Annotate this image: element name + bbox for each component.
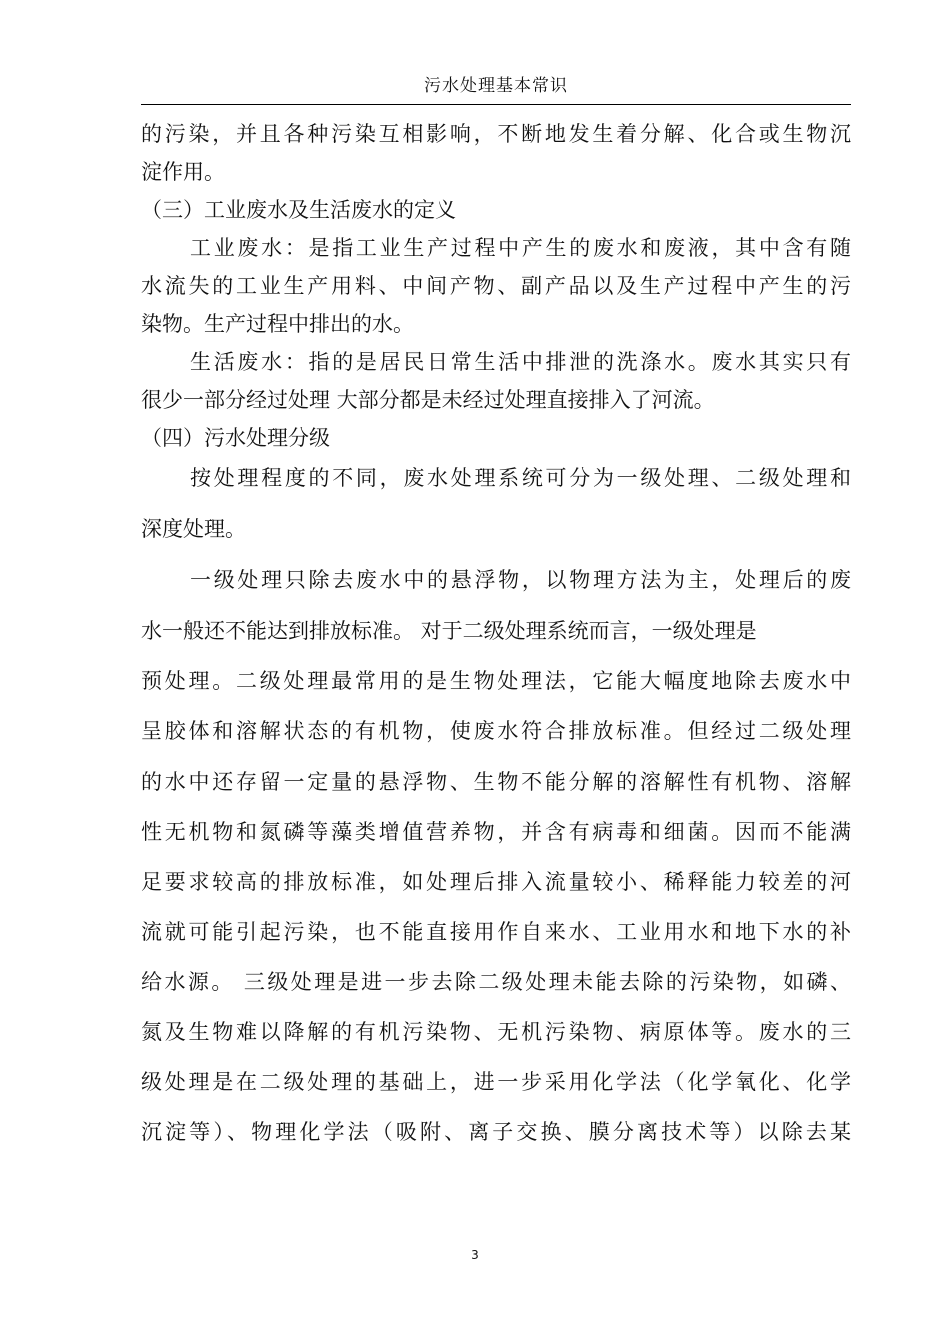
body-line: 的污染，并且各种污染互相影响，不断地发生着分解、化合或生物沉 <box>141 122 851 146</box>
page-number: 3 <box>471 1248 479 1262</box>
body-line: 一级处理只除去废水中的悬浮物，以物理方法为主，处理后的废 <box>190 568 851 592</box>
body-line: 深度处理。 <box>141 517 246 541</box>
body-line: 性无机物和氮磷等藻类增值营养物，并含有病毒和细菌。因而不能满 <box>141 820 851 844</box>
body-line: 给水源。 三级处理是进一步去除二级处理未能去除的污染物，如磷、 <box>141 970 851 994</box>
body-line: 生活废水：指的是居民日常生活中排泄的洗涤水。废水其实只有 <box>190 350 851 374</box>
page-header-title: 污水处理基本常识 <box>424 76 568 96</box>
body-line: 流就可能引起污染，也不能直接用作自来水、工业用水和地下水的补 <box>141 920 851 944</box>
body-line: 的水中还存留一定量的悬浮物、生物不能分解的溶解性有机物、溶解 <box>141 770 851 794</box>
body-line: 氮及生物难以降解的有机污染物、无机污染物、病原体等。废水的三 <box>141 1020 851 1044</box>
section-heading: （三）工业废水及生活废水的定义 <box>141 198 456 222</box>
body-line: 淀作用。 <box>141 160 225 184</box>
body-line: 水流失的工业生产用料、中间产物、副产品以及生产过程中产生的污 <box>141 274 851 298</box>
body-line: 沉淀等）、物理化学法（吸附、离子交换、膜分离技术等）以除去某 <box>141 1120 851 1144</box>
body-line: 工业废水：是指工业生产过程中产生的废水和废液，其中含有随 <box>190 236 851 260</box>
body-line: 足要求较高的排放标准，如处理后排入流量较小、稀释能力较差的河 <box>141 870 851 894</box>
body-line: 按处理程度的不同，废水处理系统可分为一级处理、二级处理和 <box>190 466 851 490</box>
body-line: 级处理是在二级处理的基础上，进一步采用化学法（化学氧化、化学 <box>141 1070 851 1094</box>
body-line: 水一般还不能达到排放标准。 对于二级处理系统而言，一级处理是 <box>141 619 757 643</box>
body-line: 呈胶体和溶解状态的有机物，使废水符合排放标准。但经过二级处理 <box>141 719 851 743</box>
body-line: 染物。生产过程中排出的水。 <box>141 312 414 336</box>
header-rule <box>141 104 851 105</box>
body-line: 预处理。二级处理最常用的是生物处理法，它能大幅度地除去废水中 <box>141 669 851 693</box>
section-heading: （四）污水处理分级 <box>141 426 330 450</box>
body-line: 很少一部分经过处理 大部分都是未经过处理直接排入了河流。 <box>141 388 715 412</box>
